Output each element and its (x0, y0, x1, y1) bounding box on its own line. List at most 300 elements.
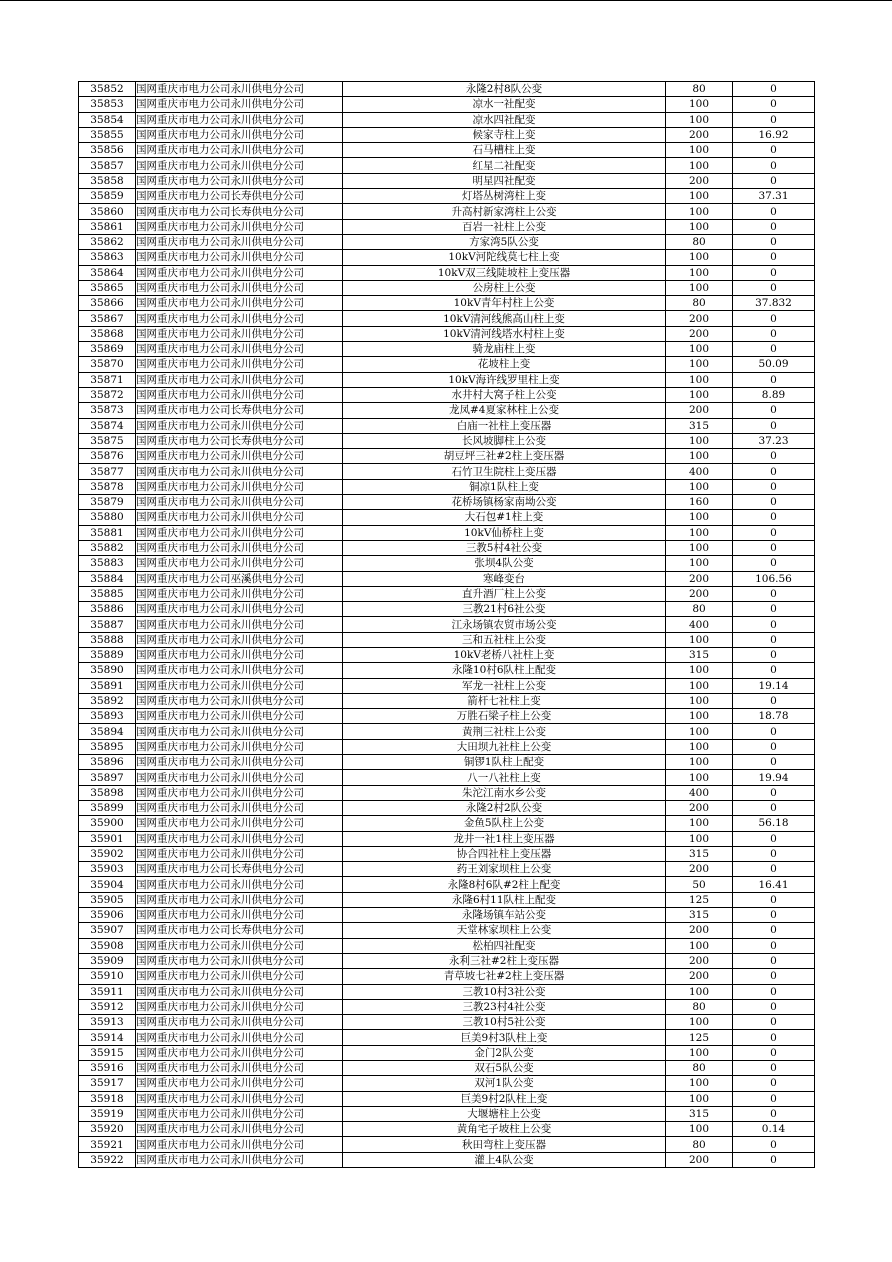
value-cell: 0 (733, 112, 815, 127)
transformer-name-cell: 金鱼5队柱上公变 (343, 816, 666, 831)
company-cell: 国网重庆市电力公司长寿供电分公司 (136, 433, 343, 448)
row-id-cell: 35852 (79, 82, 136, 97)
row-id-cell: 35894 (79, 724, 136, 739)
table-row (79, 1015, 815, 1030)
company-cell: 国网重庆市电力公司永川供电分公司 (136, 602, 343, 617)
company-cell: 国网重庆市电力公司永川供电分公司 (136, 556, 343, 571)
transformer-name-cell: 巨美9村3队柱上变 (343, 1030, 666, 1045)
capacity-cell: 100 (666, 158, 733, 173)
value-cell: 0 (733, 984, 815, 999)
row-id-cell: 35896 (79, 755, 136, 770)
capacity-cell: 200 (666, 923, 733, 938)
row-id-cell: 35914 (79, 1030, 136, 1045)
row-id-cell: 35878 (79, 479, 136, 494)
company-cell: 国网重庆市电力公司永川供电分公司 (136, 1061, 343, 1076)
company-cell: 国网重庆市电力公司永川供电分公司 (136, 1045, 343, 1060)
company-cell: 国网重庆市电力公司永川供电分公司 (136, 479, 343, 494)
row-id-cell: 35854 (79, 112, 136, 127)
capacity-cell: 100 (666, 479, 733, 494)
company-cell: 国网重庆市电力公司永川供电分公司 (136, 97, 343, 112)
value-cell: 0 (733, 999, 815, 1014)
table-row (79, 984, 815, 999)
company-cell: 国网重庆市电力公司永川供电分公司 (136, 372, 343, 387)
capacity-cell: 100 (666, 663, 733, 678)
row-id-cell: 35861 (79, 219, 136, 234)
table-row (79, 1137, 815, 1152)
transformer-name-cell: 长风坡脚柱上公变 (343, 433, 666, 448)
transformer-name-cell: 江永场镇农贸市场公变 (343, 617, 666, 632)
company-cell: 国网重庆市电力公司永川供电分公司 (136, 1152, 343, 1167)
capacity-cell: 100 (666, 540, 733, 555)
table-row (79, 571, 815, 586)
value-cell: 0 (733, 632, 815, 647)
transformer-name-cell: 凉水一社配变 (343, 97, 666, 112)
row-id-cell: 35915 (79, 1045, 136, 1060)
capacity-cell: 200 (666, 311, 733, 326)
transformer-name-cell: 三和五社柱上公变 (343, 632, 666, 647)
company-cell: 国网重庆市电力公司永川供电分公司 (136, 250, 343, 265)
capacity-cell: 400 (666, 617, 733, 632)
transformer-name-cell: 直升酒厂柱上公变 (343, 586, 666, 601)
table-body (79, 82, 815, 1168)
row-id-cell: 35860 (79, 204, 136, 219)
row-id-cell: 35855 (79, 127, 136, 142)
value-cell: 37.23 (733, 433, 815, 448)
capacity-cell: 315 (666, 846, 733, 861)
table-row (79, 449, 815, 464)
transformer-name-cell: 10kV清河线熊高山柱上变 (343, 311, 666, 326)
value-cell: 0 (733, 372, 815, 387)
transformer-name-cell: 永隆场镇车站公变 (343, 908, 666, 923)
table-row (79, 1061, 815, 1076)
company-cell: 国网重庆市电力公司永川供电分公司 (136, 143, 343, 158)
capacity-cell: 100 (666, 1122, 733, 1137)
capacity-cell: 100 (666, 755, 733, 770)
company-cell: 国网重庆市电力公司永川供电分公司 (136, 693, 343, 708)
value-cell: 16.41 (733, 877, 815, 892)
capacity-cell: 100 (666, 250, 733, 265)
table-row (79, 525, 815, 540)
capacity-cell: 315 (666, 647, 733, 662)
capacity-cell: 50 (666, 877, 733, 892)
row-id-cell: 35866 (79, 296, 136, 311)
table-row (79, 770, 815, 785)
transformer-name-cell: 10kV双三线陡坡柱上变压器 (343, 265, 666, 280)
company-cell: 国网重庆市电力公司永川供电分公司 (136, 280, 343, 295)
company-cell: 国网重庆市电力公司永川供电分公司 (136, 755, 343, 770)
company-cell: 国网重庆市电力公司永川供电分公司 (136, 999, 343, 1014)
company-cell: 国网重庆市电力公司永川供电分公司 (136, 173, 343, 188)
value-cell: 106.56 (733, 571, 815, 586)
transformer-name-cell: 协合四社柱上变压器 (343, 846, 666, 861)
capacity-cell: 100 (666, 189, 733, 204)
table-row (79, 617, 815, 632)
row-id-cell: 35897 (79, 770, 136, 785)
row-id-cell: 35904 (79, 877, 136, 892)
transformer-name-cell: 灌上4队公变 (343, 1152, 666, 1167)
row-id-cell: 35882 (79, 540, 136, 555)
row-id-cell: 35870 (79, 357, 136, 372)
transformer-name-cell: 张坝4队公变 (343, 556, 666, 571)
table-row (79, 862, 815, 877)
company-cell: 国网重庆市电力公司永川供电分公司 (136, 800, 343, 815)
page-top-border (0, 0, 892, 1)
table-row (79, 724, 815, 739)
transformer-name-cell: 万胜石梁子柱上公变 (343, 709, 666, 724)
capacity-cell: 80 (666, 82, 733, 97)
value-cell: 0 (733, 173, 815, 188)
table-row (79, 556, 815, 571)
value-cell: 0 (733, 724, 815, 739)
row-id-cell: 35877 (79, 464, 136, 479)
row-id-cell: 35903 (79, 862, 136, 877)
capacity-cell: 100 (666, 387, 733, 402)
transformer-name-cell: 寒峰变台 (343, 571, 666, 586)
company-cell: 国网重庆市电力公司永川供电分公司 (136, 265, 343, 280)
table-row (79, 1030, 815, 1045)
table-row (79, 479, 815, 494)
row-id-cell: 35879 (79, 495, 136, 510)
transformer-name-cell: 三教5村4社公变 (343, 540, 666, 555)
row-id-cell: 35880 (79, 510, 136, 525)
capacity-cell: 315 (666, 908, 733, 923)
capacity-cell: 125 (666, 892, 733, 907)
value-cell: 0 (733, 219, 815, 234)
row-id-cell: 35853 (79, 97, 136, 112)
value-cell: 0 (733, 479, 815, 494)
company-cell: 国网重庆市电力公司永川供电分公司 (136, 311, 343, 326)
transformer-name-cell: 永隆6村11队柱上配变 (343, 892, 666, 907)
table-row (79, 800, 815, 815)
row-id-cell: 35871 (79, 372, 136, 387)
table-row (79, 877, 815, 892)
transformer-name-cell: 凉水四社配变 (343, 112, 666, 127)
capacity-cell: 200 (666, 403, 733, 418)
company-cell: 国网重庆市电力公司永川供电分公司 (136, 525, 343, 540)
row-id-cell: 35872 (79, 387, 136, 402)
table-row (79, 403, 815, 418)
capacity-cell: 100 (666, 938, 733, 953)
value-cell: 0 (733, 510, 815, 525)
row-id-cell: 35922 (79, 1152, 136, 1167)
transformer-name-cell: 三教10村5社公变 (343, 1015, 666, 1030)
capacity-cell: 100 (666, 1045, 733, 1060)
value-cell: 0 (733, 540, 815, 555)
table-row (79, 678, 815, 693)
company-cell: 国网重庆市电力公司永川供电分公司 (136, 82, 343, 97)
transformer-name-cell: 巨美9村2队柱上变 (343, 1091, 666, 1106)
table-row (79, 739, 815, 754)
value-cell: 0 (733, 1030, 815, 1045)
transformer-name-cell: 水井村大窝子柱上公变 (343, 387, 666, 402)
transformer-name-cell: 候家寺柱上变 (343, 127, 666, 142)
row-id-cell: 35874 (79, 418, 136, 433)
capacity-cell: 100 (666, 525, 733, 540)
company-cell: 国网重庆市电力公司永川供电分公司 (136, 908, 343, 923)
table-row (79, 632, 815, 647)
transformer-name-cell: 黄角宅子坡柱上公变 (343, 1122, 666, 1137)
table-row (79, 387, 815, 402)
value-cell: 0 (733, 158, 815, 173)
value-cell: 0 (733, 923, 815, 938)
transformer-name-cell: 花坡柱上变 (343, 357, 666, 372)
capacity-cell: 100 (666, 1076, 733, 1091)
value-cell: 0 (733, 663, 815, 678)
table-row (79, 999, 815, 1014)
company-cell: 国网重庆市电力公司永川供电分公司 (136, 540, 343, 555)
transformer-name-cell: 铜锣1队柱上配变 (343, 755, 666, 770)
transformer-name-cell: 八一八社柱上变 (343, 770, 666, 785)
company-cell: 国网重庆市电力公司永川供电分公司 (136, 464, 343, 479)
row-id-cell: 35900 (79, 816, 136, 831)
company-cell: 国网重庆市电力公司长寿供电分公司 (136, 862, 343, 877)
table-row (79, 219, 815, 234)
transformer-name-cell: 胡豆坪三社#2柱上变压器 (343, 449, 666, 464)
row-id-cell: 35862 (79, 234, 136, 249)
value-cell: 0 (733, 204, 815, 219)
table-row (79, 82, 815, 97)
company-cell: 国网重庆市电力公司永川供电分公司 (136, 969, 343, 984)
capacity-cell: 315 (666, 418, 733, 433)
transformer-name-cell: 大田坝九社柱上公变 (343, 739, 666, 754)
transformer-name-cell: 箭杆七社柱上变 (343, 693, 666, 708)
value-cell: 0 (733, 617, 815, 632)
table-row (79, 510, 815, 525)
transformer-name-cell: 石竹卫生院柱上变压器 (343, 464, 666, 479)
company-cell: 国网重庆市电力公司永川供电分公司 (136, 387, 343, 402)
transformer-name-cell: 朱沱江南水乡公变 (343, 785, 666, 800)
transformer-name-cell: 永隆2村8队公变 (343, 82, 666, 97)
transformer-name-cell: 升高村新家湾柱上公变 (343, 204, 666, 219)
table-row (79, 372, 815, 387)
value-cell: 0 (733, 403, 815, 418)
row-id-cell: 35886 (79, 602, 136, 617)
row-id-cell: 35857 (79, 158, 136, 173)
row-id-cell: 35910 (79, 969, 136, 984)
table-row (79, 280, 815, 295)
table-row (79, 357, 815, 372)
row-id-cell: 35856 (79, 143, 136, 158)
table-row (79, 1076, 815, 1091)
transformer-name-cell: 公房柱上公变 (343, 280, 666, 295)
value-cell: 18.78 (733, 709, 815, 724)
row-id-cell: 35867 (79, 311, 136, 326)
value-cell: 0 (733, 464, 815, 479)
capacity-cell: 160 (666, 495, 733, 510)
capacity-cell: 100 (666, 709, 733, 724)
row-id-cell: 35888 (79, 632, 136, 647)
table-row (79, 189, 815, 204)
company-cell: 国网重庆市电力公司永川供电分公司 (136, 647, 343, 662)
row-id-cell: 35859 (79, 189, 136, 204)
row-id-cell: 35912 (79, 999, 136, 1014)
row-id-cell: 35901 (79, 831, 136, 846)
transformer-name-cell: 松柏四社配变 (343, 938, 666, 953)
capacity-cell: 100 (666, 143, 733, 158)
row-id-cell: 35908 (79, 938, 136, 953)
value-cell: 0 (733, 1061, 815, 1076)
row-id-cell: 35891 (79, 678, 136, 693)
company-cell: 国网重庆市电力公司永川供电分公司 (136, 296, 343, 311)
company-cell: 国网重庆市电力公司永川供电分公司 (136, 1091, 343, 1106)
value-cell: 0 (733, 326, 815, 341)
row-id-cell: 35864 (79, 265, 136, 280)
row-id-cell: 35876 (79, 449, 136, 464)
transformer-name-cell: 永隆2村2队公变 (343, 800, 666, 815)
table-row (79, 586, 815, 601)
capacity-cell: 100 (666, 280, 733, 295)
company-cell: 国网重庆市电力公司永川供电分公司 (136, 617, 343, 632)
company-cell: 国网重庆市电力公司永川供电分公司 (136, 326, 343, 341)
company-cell: 国网重庆市电力公司永川供电分公司 (136, 586, 343, 601)
value-cell: 0 (733, 143, 815, 158)
value-cell: 0 (733, 234, 815, 249)
transformer-name-cell: 双河1队公变 (343, 1076, 666, 1091)
company-cell: 国网重庆市电力公司永川供电分公司 (136, 938, 343, 953)
value-cell: 0 (733, 265, 815, 280)
value-cell: 0 (733, 495, 815, 510)
capacity-cell: 80 (666, 296, 733, 311)
capacity-cell: 100 (666, 724, 733, 739)
row-id-cell: 35881 (79, 525, 136, 540)
table-row (79, 908, 815, 923)
capacity-cell: 80 (666, 234, 733, 249)
value-cell: 0 (733, 280, 815, 295)
capacity-cell: 100 (666, 342, 733, 357)
value-cell: 0 (733, 969, 815, 984)
company-cell: 国网重庆市电力公司永川供电分公司 (136, 158, 343, 173)
capacity-cell: 100 (666, 632, 733, 647)
row-id-cell: 35906 (79, 908, 136, 923)
company-cell: 国网重庆市电力公司永川供电分公司 (136, 357, 343, 372)
value-cell: 0 (733, 311, 815, 326)
row-id-cell: 35885 (79, 586, 136, 601)
transformer-name-cell: 灯塔丛树湾柱上变 (343, 189, 666, 204)
value-cell: 19.94 (733, 770, 815, 785)
value-cell: 0 (733, 938, 815, 953)
row-id-cell: 35913 (79, 1015, 136, 1030)
transformer-name-cell: 10kV河陀线莫七柱上变 (343, 250, 666, 265)
table-row (79, 923, 815, 938)
transformer-name-cell: 龙井一社1柱上变压器 (343, 831, 666, 846)
row-id-cell: 35892 (79, 693, 136, 708)
value-cell: 0 (733, 1091, 815, 1106)
capacity-cell: 200 (666, 1152, 733, 1167)
table-row (79, 342, 815, 357)
transformer-name-cell: 龙凤#4夏家林柱上公变 (343, 403, 666, 418)
company-cell: 国网重庆市电力公司永川供电分公司 (136, 785, 343, 800)
table-row (79, 173, 815, 188)
row-id-cell: 35907 (79, 923, 136, 938)
capacity-cell: 80 (666, 999, 733, 1014)
transformer-name-cell: 青草坡七社#2柱上变压器 (343, 969, 666, 984)
table-row (79, 296, 815, 311)
value-cell: 0 (733, 1076, 815, 1091)
capacity-cell: 200 (666, 969, 733, 984)
table-row (79, 418, 815, 433)
row-id-cell: 35868 (79, 326, 136, 341)
table-row (79, 265, 815, 280)
transformer-name-cell: 石马槽柱上变 (343, 143, 666, 158)
transformer-name-cell: 10kV海许线罗里柱上变 (343, 372, 666, 387)
company-cell: 国网重庆市电力公司巫溪供电分公司 (136, 571, 343, 586)
row-id-cell: 35889 (79, 647, 136, 662)
transformer-name-cell: 10kV清河线塔水村柱上变 (343, 326, 666, 341)
capacity-cell: 100 (666, 1091, 733, 1106)
company-cell: 国网重庆市电力公司永川供电分公司 (136, 709, 343, 724)
capacity-cell: 100 (666, 449, 733, 464)
value-cell: 0 (733, 525, 815, 540)
company-cell: 国网重庆市电力公司永川供电分公司 (136, 984, 343, 999)
capacity-cell: 400 (666, 464, 733, 479)
company-cell: 国网重庆市电力公司永川供电分公司 (136, 234, 343, 249)
capacity-cell: 200 (666, 571, 733, 586)
row-id-cell: 35884 (79, 571, 136, 586)
capacity-cell: 100 (666, 984, 733, 999)
transformer-name-cell: 金门2队公变 (343, 1045, 666, 1060)
row-id-cell: 35863 (79, 250, 136, 265)
capacity-cell: 100 (666, 433, 733, 448)
company-cell: 国网重庆市电力公司永川供电分公司 (136, 1015, 343, 1030)
table-row (79, 831, 815, 846)
transformer-name-cell: 军龙一社柱上公变 (343, 678, 666, 693)
capacity-cell: 200 (666, 586, 733, 601)
capacity-cell: 100 (666, 831, 733, 846)
table-row (79, 250, 815, 265)
company-cell: 国网重庆市电力公司永川供电分公司 (136, 495, 343, 510)
table-row (79, 1091, 815, 1106)
value-cell: 0 (733, 785, 815, 800)
company-cell: 国网重庆市电力公司长寿供电分公司 (136, 923, 343, 938)
table-row (79, 540, 815, 555)
transformer-name-cell: 大堰塘柱上公变 (343, 1106, 666, 1121)
capacity-cell: 200 (666, 800, 733, 815)
transformer-name-cell: 天堂林家坝柱上公变 (343, 923, 666, 938)
company-cell: 国网重庆市电力公司永川供电分公司 (136, 112, 343, 127)
row-id-cell: 35899 (79, 800, 136, 815)
value-cell: 0 (733, 82, 815, 97)
company-cell: 国网重庆市电力公司永川供电分公司 (136, 831, 343, 846)
company-cell: 国网重庆市电力公司永川供电分公司 (136, 219, 343, 234)
table-row (79, 846, 815, 861)
value-cell: 50.09 (733, 357, 815, 372)
transformer-name-cell: 药王刘家坝柱上公变 (343, 862, 666, 877)
value-cell: 0 (733, 1152, 815, 1167)
value-cell: 0 (733, 908, 815, 923)
table-row (79, 1122, 815, 1137)
value-cell: 0 (733, 449, 815, 464)
capacity-cell: 100 (666, 265, 733, 280)
table-row (79, 1106, 815, 1121)
row-id-cell: 35919 (79, 1106, 136, 1121)
capacity-cell: 200 (666, 862, 733, 877)
transformer-name-cell: 三教21村6社公变 (343, 602, 666, 617)
capacity-cell: 100 (666, 556, 733, 571)
capacity-cell: 200 (666, 173, 733, 188)
table-row (79, 602, 815, 617)
company-cell: 国网重庆市电力公司永川供电分公司 (136, 663, 343, 678)
table-row (79, 127, 815, 142)
transformer-name-cell: 10kV老桥八社柱上变 (343, 647, 666, 662)
row-id-cell: 35911 (79, 984, 136, 999)
company-cell: 国网重庆市电力公司永川供电分公司 (136, 953, 343, 968)
value-cell: 16.92 (733, 127, 815, 142)
transformer-name-cell: 明星四社配变 (343, 173, 666, 188)
table-row (79, 938, 815, 953)
row-id-cell: 35898 (79, 785, 136, 800)
row-id-cell: 35875 (79, 433, 136, 448)
company-cell: 国网重庆市电力公司长寿供电分公司 (136, 204, 343, 219)
